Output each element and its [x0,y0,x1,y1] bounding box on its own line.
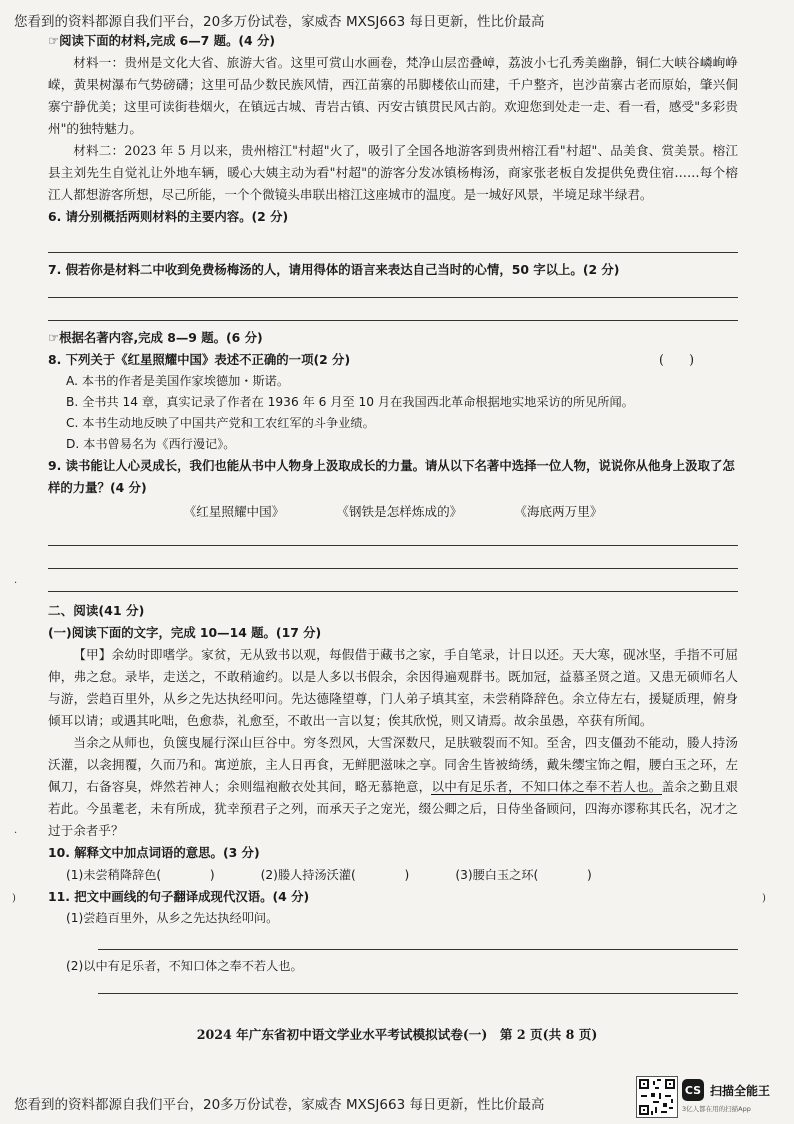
scanner-name: 扫描全能王 [710,1083,771,1098]
passage-jia-p2c: 盖余之勤且艰若此。今虽耄老，未有所成，犹幸预君子之列，而承天子之宠光，缀公卿之后，日侍坐备顾问，四海亦谬称其氏名，况才之过于余者乎？ [48,779,738,838]
section-two-sub: (一)阅读下面的文字，完成 10—14 题。(17 分) [48,625,322,640]
answer-line-9c[interactable] [48,575,738,592]
camscanner-logo-icon: CS [682,1079,704,1101]
answer-line-7b[interactable] [48,304,738,321]
answer-line-9b[interactable] [48,552,738,569]
book-list [48,501,738,523]
question-10: 10. 解释文中加点词语的意思。(3 分) [48,845,260,860]
margin-mark-2: · [14,828,18,839]
scanner-tagline: 3亿人都在用的扫描App [682,1105,751,1113]
watermark-top: 您看到的资料都源自我们平台，20多万份试卷，家威杏 MXSJ663 每日更新，性比价最高 [14,14,545,30]
scanner-brand [682,1079,770,1101]
q10-item-3[interactable]: (3)腰白玉之环( ) [455,868,592,882]
book-twenty-thousand: 《海底两万里》 [514,504,603,519]
question-8-answer-paren[interactable]: ( ) [658,352,694,367]
qr-code-icon[interactable] [636,1076,678,1118]
option-a: A. 本书的作者是美国作家埃德加・斯诺。 [66,374,290,388]
question-11-2: (2)以中有足乐者，不知口体之奉不若人也。 [66,959,303,973]
question-11-1: (1)尝趋百里外，从乡之先达执经叩问。 [66,911,279,925]
question-8-row [48,349,738,371]
q10-item-1[interactable]: (1)未尝稍降辞色( ) [66,868,215,882]
question-8: 8. 下列关于《红星照耀中国》表述不正确的一项(2 分) [48,352,351,367]
section-two-title: 二、阅读(41 分) [48,603,145,618]
margin-mark-3: ) [12,893,16,904]
question-9: 9. 读书能让人心灵成长，我们也能从书中人物身上汲取成长的力量。请从以下名著中选择一位人物，说说你从他身上汲取了怎样的力量？(4 分) [48,458,735,495]
book-steel: 《钢铁是怎样炼成的》 [336,504,463,519]
question-10-items [66,864,738,886]
option-d: D. 本书曾易名为《西行漫记》。 [66,437,236,451]
answer-line-6[interactable] [48,236,738,253]
option-c: C. 本书生动地反映了中国共产党和工农红军的斗争业绩。 [66,416,375,430]
answer-line-7a[interactable] [48,281,738,298]
books-intro: ☞根据名著内容,完成 8—9 题。(6 分) [48,330,263,345]
passage-jia-p2a: 当余之从师也，负箧曳屣行深山巨谷中。穷冬烈风，大雪深数尺，足肤皲裂而不知。至舍，四支僵劲不能动，媵人持汤沃灌，以衾拥覆，久而乃和。寓逆旅，主人日再食，无鲜肥滋味之享。同舍生皆被绮绣，戴朱缨宝饰之帽，腰白玉之环，左佩刀，右备容臭，烨然若神人；余则缊袍敝衣处其间，略无慕艳意， [48,735,738,794]
material-two: 材料二：2023 年 5 月以来，贵州榕江"村超"火了，吸引了全国各地游客到贵州榕江看"村超"、品美食、赏美景。榕江县主刘先生自觉礼让外地车辆，暖心大姨主动为看"村超"的游客分发冰镇杨梅汤，商家张老板自发提供免费住宿……每个榕江人都想游客所想，尽己所能，一个个微镜头串联出榕江这座城市的温度。是一城好风景，半境足球半绿君。 [48,143,738,202]
passage-jia-p1: 【甲】余幼时即嗜学。家贫，无从致书以观，每假借于藏书之家，手自笔录，计日以还。天大寒，砚冰坚，手指不可屈伸，弗之怠。录毕，走送之，不敢稍逾约。以是人多以书假余，余因得遍观群书。既加冠，益慕圣贤之道。又患无硕师名人与游，尝趋百里外，从乡之先达执经叩问。先达德隆望尊，门人弟子填其室，未尝稍降辞色。余立侍左右，援疑质理，俯身倾耳以请；或遇其叱咄，色愈恭，礼愈至，不敢出一言以复；俟其欣悦，则又请焉。故余虽愚，卒获有所闻。 [48,647,738,728]
margin-mark-4: ) [762,893,766,904]
underlined-sentence: 以中有足乐者，不知口体之奉不若人也。 [431,779,662,794]
question-6: 6. 请分别概括两则材料的主要内容。(2 分) [48,209,289,224]
passage-jia-p2 [48,732,738,842]
answer-line-11b[interactable] [98,977,738,994]
answer-line-11a[interactable] [98,933,738,950]
watermark-bottom: 您看到的资料都源自我们平台，20多万份试卷，家威杏 MXSJ663 每日更新，性比价最高 [14,1097,545,1113]
answer-line-9a[interactable] [48,529,738,546]
q10-item-2[interactable]: (2)媵人持汤沃灌( ) [260,868,410,882]
book-red-star: 《红星照耀中国》 [183,504,285,519]
page-footer: 2024 年广东省初中语文学业水平考试模拟试卷(一) 第 2 页(共 8 页) [196,1027,598,1042]
question-7: 7. 假若你是材料二中收到免费杨梅汤的人，请用得体的语言来表达自己当时的心情，50 字以上。(2 分) [48,262,620,277]
margin-mark-1: · [14,578,18,589]
option-b: B. 全书共 14 章，真实记录了作者在 1936 年 6 月至 10 月在我国西北革命根据地实地采访的所见所闻。 [66,395,634,409]
exam-page [48,30,738,1000]
material-one: 材料一：贵州是文化大省、旅游大省。这里可赏山水画卷，梵净山层峦叠嶂，荔波小七孔秀美幽静，铜仁大峡谷嶙峋峥嵘，黄果树瀑布气势磅礴；这里可品少数民族风情，西江苗寨的吊脚楼依山而建，千户整齐，岜沙苗寨古老而原始，肇兴侗寨宁静优美；这里可读街巷烟火，在镇远古城、青岩古镇、丙安古镇贯民风古韵。欢迎您到处走一走、看一看，感受"多彩贵州"的独特魅力。 [48,55,738,136]
question-11: 11. 把文中画线的句子翻译成现代汉语。(4 分) [48,889,310,904]
reading-intro: ☞阅读下面的材料,完成 6—7 题。(4 分) [48,33,276,48]
